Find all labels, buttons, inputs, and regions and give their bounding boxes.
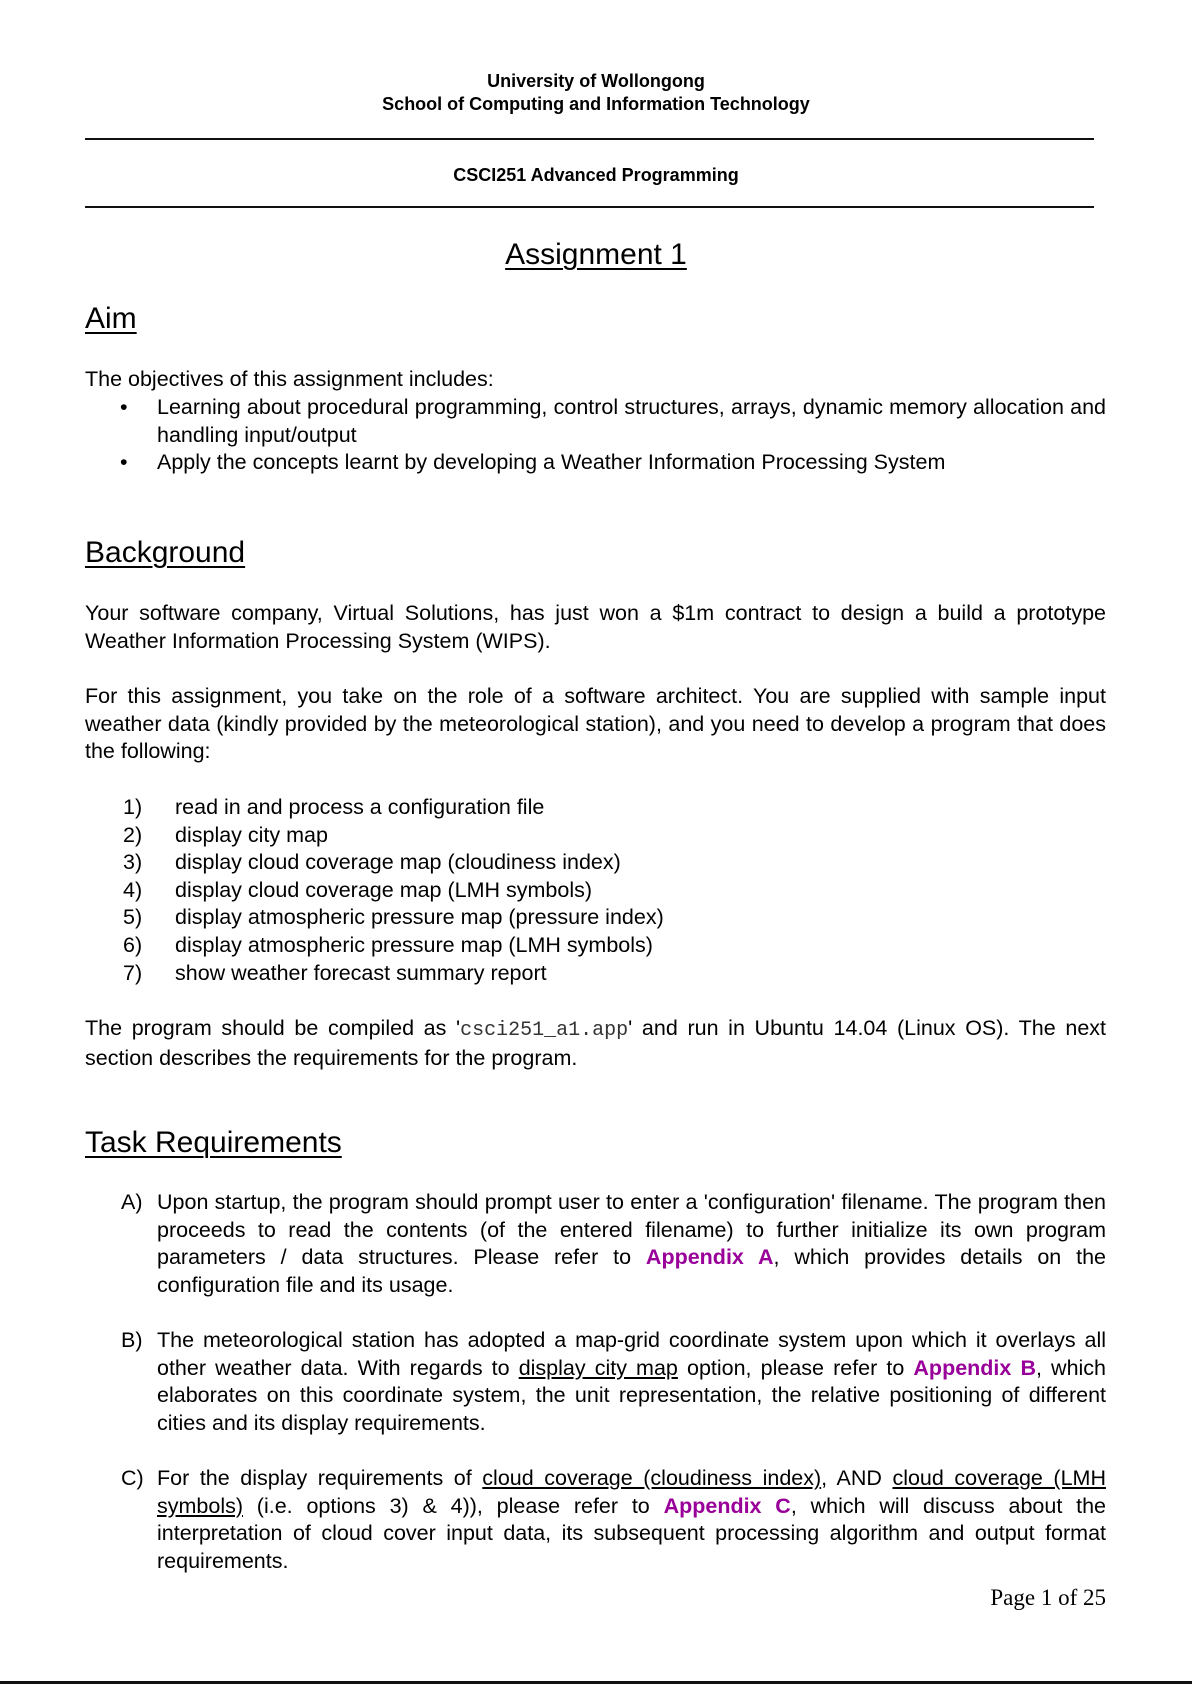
header-rule-bottom xyxy=(85,206,1094,208)
page-number: Page 1 of 25 xyxy=(990,1585,1106,1610)
university-name: University of Wollongong xyxy=(487,71,705,91)
feature-item: 1) read in and process a configuration file xyxy=(123,795,545,819)
compile-instructions: The program should be compiled as 'csci251_a1.app' and run in Ubuntu 14.04 (Linux OS). The next section describes the requirements for the program. xyxy=(85,1016,1106,1070)
feature-item: 3) display cloud coverage map (cloudiness index) xyxy=(123,850,621,875)
feature-item: 5) display atmospheric pressure map (pressure index) xyxy=(123,905,664,930)
document-title: Assignment 1 xyxy=(505,238,687,271)
feature-item: 7) show weather forecast summary report xyxy=(123,960,547,985)
course-name: CSCI251 Advanced Programming xyxy=(453,165,739,185)
program-filename: csci251_a1.app xyxy=(460,1019,629,1042)
background-heading: Background xyxy=(85,536,246,569)
requirements-list xyxy=(85,1189,1106,1575)
background-para-2: For this assignment, you take on the role of a software architect. You are supplied with sample input weather data (kindly provided by the meteorological station), and you need to develop a program that does the following: xyxy=(85,684,1106,764)
feature-item: 4) display cloud coverage map (LMH symbols) xyxy=(123,877,593,902)
requirement-c: C) For the display requirements of cloud coverage (cloudiness index), AND cloud coverage (LMH symbols) (i.e. options 3) & 4)), please refer to Appendix C, which will discuss about the interpretation of cloud cover input data, its subsequent processing algorithm and output format requirements. xyxy=(121,1465,1107,1573)
requirement-b: B) The meteorological station has adopted a map-grid coordinate system upon which it overlays all other weather data. With regards to display city map option, please refer to Appendix B, which elaborates on this coordinate system, the unit representation, the relative positioning of different cities and its display requirements. xyxy=(121,1327,1107,1435)
aim-bullets xyxy=(85,394,1106,477)
aim-bullet-item: • Apply the concepts learnt by developing a Weather Information Processing System xyxy=(85,449,1106,477)
appendix-c-link[interactable]: Appendix C xyxy=(663,1493,791,1518)
feature-item: 2) display city map xyxy=(123,822,328,847)
school-name: School of Computing and Information Technology xyxy=(382,94,810,114)
feature-item: 6) display atmospheric pressure map (LMH symbols) xyxy=(123,932,653,957)
bullet-icon: • xyxy=(120,395,128,419)
aim-bullet-item: • Learning about procedural programming, control structures, arrays, dynamic memory allocation and handling input/output xyxy=(120,395,1106,447)
bullet-icon: • xyxy=(120,450,128,475)
background-para-1: Your software company, Virtual Solutions, has just won a $1m contract to design a build a prototype Weather Information Processing System (WIPS). xyxy=(85,601,1106,653)
header-rule-top xyxy=(85,138,1094,140)
task-requirements-heading: Task Requirements xyxy=(85,1126,342,1159)
feature-list xyxy=(85,794,664,987)
requirement-a: A) Upon startup, the program should prompt user to enter a 'configuration' filename. The program then proceeds to read the contents (of the entered filename) to further initialize its own program parameters / data structures. Please refer to Appendix A, which provides details on the configuration file and its usage. xyxy=(121,1190,1107,1297)
appendix-a-link[interactable]: Appendix A xyxy=(645,1245,774,1270)
aim-heading: Aim xyxy=(85,302,137,335)
appendix-b-link[interactable]: Appendix B xyxy=(913,1355,1036,1380)
aim-intro: The objectives of this assignment includes: xyxy=(85,367,494,391)
